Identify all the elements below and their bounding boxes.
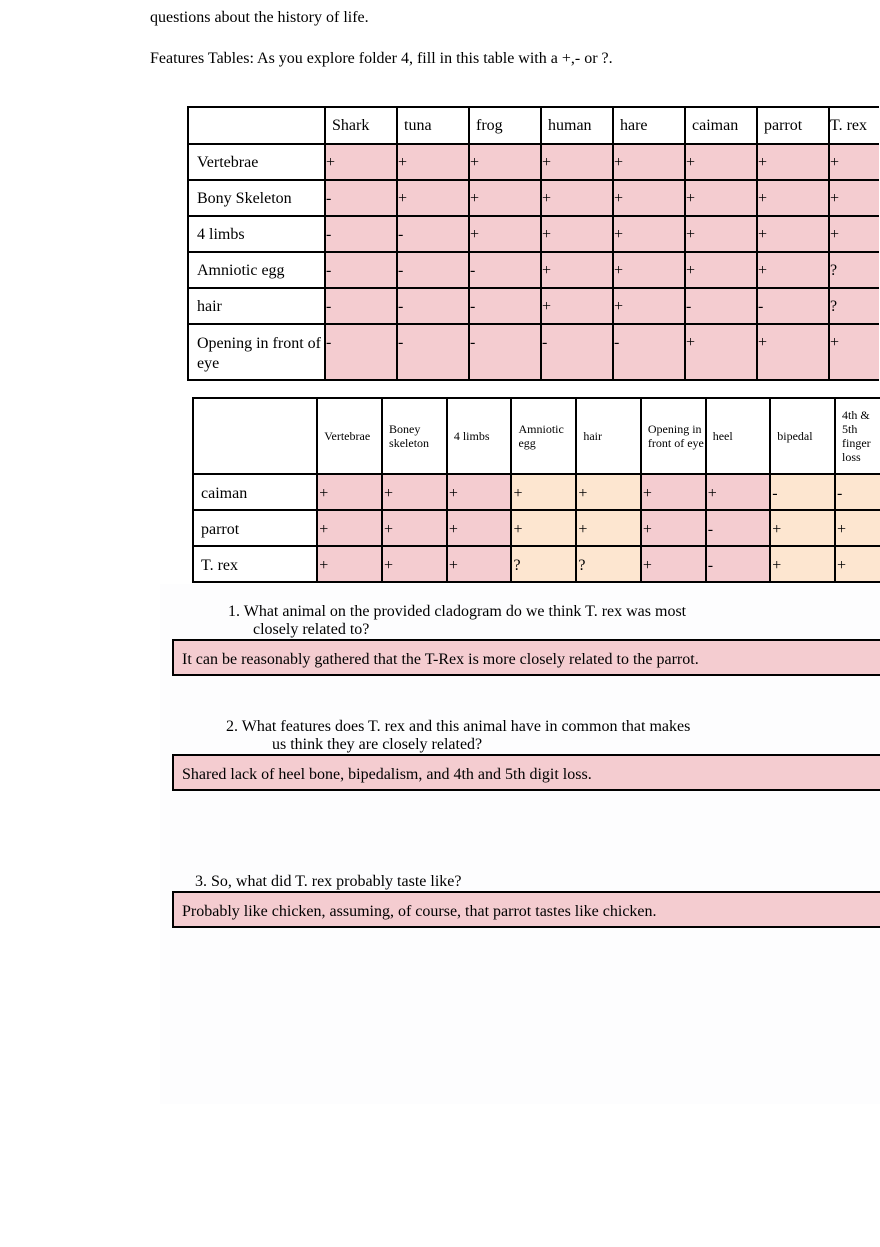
question-2 <box>226 718 690 754</box>
col-header-shark: Shark <box>325 107 397 144</box>
intro-instructions: Features Tables: As you explore folder 4, fill in this table with a +,- or ?. <box>150 50 613 67</box>
col-header-boney-skeleton: Boney skeleton <box>382 398 447 474</box>
feature-cell[interactable]: - <box>685 288 757 324</box>
feature-cell[interactable]: + <box>757 144 829 180</box>
feature-cell[interactable]: + <box>685 180 757 216</box>
table-row <box>188 180 879 216</box>
feature-cell[interactable]: ? <box>576 546 641 582</box>
col-header-vertebrae: Vertebrae <box>317 398 382 474</box>
row-label: hair <box>188 288 325 324</box>
row-label: Amniotic egg <box>188 252 325 288</box>
row-label: parrot <box>193 510 317 546</box>
feature-cell[interactable]: + <box>447 474 512 510</box>
feature-cell[interactable]: + <box>576 510 641 546</box>
feature-cell[interactable]: - <box>706 546 771 582</box>
table-row <box>188 252 879 288</box>
question-3-line-1: 3. So, what did T. rex probably taste like? <box>195 873 462 890</box>
feature-cell[interactable]: - <box>835 474 880 510</box>
row-label: Vertebrae <box>188 144 325 180</box>
col-header-hare: hare <box>613 107 685 144</box>
features-table-2 <box>192 397 880 583</box>
feature-cell[interactable]: + <box>829 216 879 252</box>
feature-cell[interactable]: + <box>641 546 706 582</box>
feature-cell[interactable]: + <box>397 180 469 216</box>
feature-cell[interactable]: + <box>511 474 576 510</box>
feature-cell[interactable]: - <box>325 216 397 252</box>
feature-cell[interactable]: - <box>706 510 771 546</box>
feature-cell[interactable]: - <box>397 216 469 252</box>
feature-cell[interactable]: + <box>317 474 382 510</box>
feature-cell[interactable]: ? <box>829 288 879 324</box>
table-row <box>188 324 879 380</box>
feature-cell[interactable]: + <box>685 252 757 288</box>
feature-cell[interactable]: + <box>757 216 829 252</box>
col-header-hair: hair <box>576 398 641 474</box>
feature-cell[interactable]: + <box>835 546 880 582</box>
col-header-amniotic-egg: Amniotic egg <box>511 398 576 474</box>
feature-cell[interactable]: + <box>576 474 641 510</box>
row-label: Opening in front of eye <box>188 324 325 380</box>
question-1-line-1: 1. What animal on the provided cladogram do we think T. rex was most <box>228 603 687 620</box>
feature-cell[interactable]: + <box>541 252 613 288</box>
question-3 <box>195 873 461 891</box>
feature-cell[interactable]: + <box>613 144 685 180</box>
table-row <box>188 216 879 252</box>
col-header-bipedal: bipedal <box>770 398 835 474</box>
feature-cell[interactable]: + <box>469 180 541 216</box>
feature-cell[interactable]: + <box>757 252 829 288</box>
feature-cell[interactable]: + <box>613 216 685 252</box>
feature-cell[interactable]: + <box>469 216 541 252</box>
answer-3-field[interactable]: Probably like chicken, assuming, of course, that parrot tastes like chicken. <box>172 891 880 928</box>
col-header-finger-loss: 4th & 5th finger loss <box>835 398 880 474</box>
col-header-4-limbs: 4 limbs <box>447 398 512 474</box>
feature-cell[interactable]: + <box>685 144 757 180</box>
feature-cell[interactable]: + <box>770 546 835 582</box>
row-label: T. rex <box>193 546 317 582</box>
feature-cell[interactable]: - <box>770 474 835 510</box>
col-header-tuna: tuna <box>397 107 469 144</box>
row-label: Bony Skeleton <box>188 180 325 216</box>
feature-cell[interactable]: - <box>397 288 469 324</box>
col-header-parrot: parrot <box>757 107 829 144</box>
row-label: 4 limbs <box>188 216 325 252</box>
feature-cell[interactable]: + <box>641 474 706 510</box>
feature-cell[interactable]: + <box>770 510 835 546</box>
question-1 <box>228 603 686 639</box>
feature-cell[interactable]: + <box>757 324 829 380</box>
feature-cell[interactable]: - <box>541 324 613 380</box>
feature-cell[interactable]: + <box>447 510 512 546</box>
feature-cell[interactable]: + <box>382 474 447 510</box>
col-header-trex: T. rex <box>829 107 879 144</box>
feature-cell[interactable]: - <box>325 252 397 288</box>
col-header-opening-front-eye: Opening in front of eye <box>641 398 706 474</box>
feature-cell[interactable]: + <box>325 144 397 180</box>
col-header-heel: heel <box>706 398 771 474</box>
corner-cell <box>193 398 317 474</box>
feature-cell[interactable]: - <box>397 252 469 288</box>
feature-cell[interactable]: - <box>469 324 541 380</box>
feature-cell[interactable]: + <box>685 216 757 252</box>
feature-cell[interactable]: - <box>613 324 685 380</box>
feature-cell[interactable]: + <box>835 510 880 546</box>
table-row <box>193 546 880 582</box>
feature-cell[interactable]: + <box>706 474 771 510</box>
feature-cell[interactable]: - <box>325 288 397 324</box>
feature-cell[interactable]: + <box>317 546 382 582</box>
feature-cell[interactable]: ? <box>829 252 879 288</box>
feature-cell[interactable]: + <box>397 144 469 180</box>
feature-cell[interactable]: + <box>757 180 829 216</box>
question-2-line-1: 2. What features does T. rex and this animal have in common that makes <box>226 718 691 735</box>
row-label: caiman <box>193 474 317 510</box>
answer-1-field[interactable]: It can be reasonably gathered that the T-Rex is more closely related to the parrot. <box>172 639 880 676</box>
table-row <box>188 144 879 180</box>
table-row <box>188 288 879 324</box>
corner-cell <box>188 107 325 144</box>
feature-cell[interactable]: - <box>397 324 469 380</box>
feature-cell[interactable]: + <box>829 180 879 216</box>
table-row <box>193 510 880 546</box>
feature-cell[interactable]: - <box>469 252 541 288</box>
feature-cell[interactable]: + <box>541 288 613 324</box>
feature-cell[interactable]: - <box>469 288 541 324</box>
feature-cell[interactable]: + <box>317 510 382 546</box>
col-header-frog: frog <box>469 107 541 144</box>
feature-cell[interactable]: + <box>541 180 613 216</box>
question-2-line-2: us think they are closely related? <box>272 736 483 753</box>
feature-cell[interactable]: + <box>829 144 879 180</box>
question-1-line-2: closely related to? <box>253 621 370 638</box>
feature-cell[interactable]: + <box>541 216 613 252</box>
feature-cell[interactable]: + <box>613 180 685 216</box>
col-header-caiman: caiman <box>685 107 757 144</box>
feature-cell[interactable]: - <box>757 288 829 324</box>
feature-cell[interactable]: + <box>613 252 685 288</box>
col-header-human: human <box>541 107 613 144</box>
feature-cell[interactable]: + <box>382 510 447 546</box>
feature-cell[interactable]: + <box>613 288 685 324</box>
feature-cell[interactable]: + <box>447 546 512 582</box>
feature-cell[interactable]: + <box>541 144 613 180</box>
table-row <box>193 474 880 510</box>
feature-cell[interactable]: + <box>382 546 447 582</box>
feature-cell[interactable]: + <box>641 510 706 546</box>
feature-cell[interactable]: ? <box>511 546 576 582</box>
feature-cell[interactable]: + <box>511 510 576 546</box>
feature-cell[interactable]: - <box>325 324 397 380</box>
feature-cell[interactable]: + <box>469 144 541 180</box>
answer-2-field[interactable]: Shared lack of heel bone, bipedalism, and 4th and 5th digit loss. <box>172 754 880 791</box>
features-table-1 <box>187 106 879 381</box>
feature-cell[interactable]: + <box>685 324 757 380</box>
intro-line-1: questions about the history of life. <box>150 9 369 26</box>
feature-cell[interactable]: - <box>325 180 397 216</box>
feature-cell[interactable]: + <box>829 324 879 380</box>
